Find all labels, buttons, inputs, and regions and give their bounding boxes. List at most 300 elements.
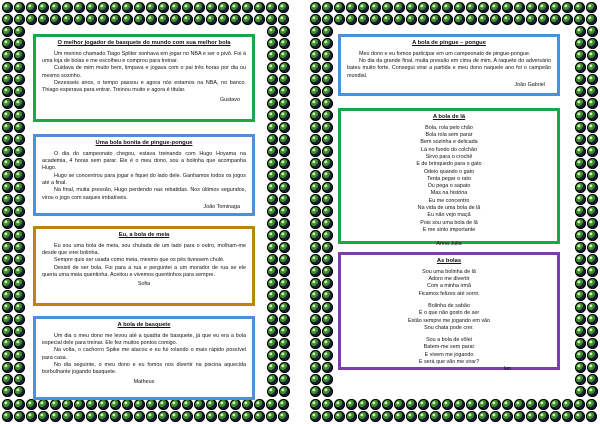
globe-icon xyxy=(454,14,465,25)
story-author: João Gabriel xyxy=(514,82,545,88)
globe-icon xyxy=(478,399,489,410)
globe-icon xyxy=(62,399,73,410)
globe-icon xyxy=(526,14,537,25)
globe-icon xyxy=(170,2,181,13)
globe-icon xyxy=(14,326,25,337)
globe-icon xyxy=(442,14,453,25)
globe-icon xyxy=(194,411,205,422)
globe-icon xyxy=(2,302,13,313)
globe-icon xyxy=(74,14,85,25)
globe-icon xyxy=(14,362,25,373)
globe-icon xyxy=(14,134,25,145)
globe-icon xyxy=(14,146,25,157)
globe-icon xyxy=(334,399,345,410)
globe-icon xyxy=(2,386,13,397)
globe-icon xyxy=(490,399,501,410)
globe-icon xyxy=(2,218,13,229)
globe-icon xyxy=(322,386,333,397)
globe-icon xyxy=(587,266,598,277)
globe-icon xyxy=(358,2,369,13)
globe-icon xyxy=(574,411,585,422)
globe-icon xyxy=(550,411,561,422)
globe-icon xyxy=(310,86,321,97)
globe-icon xyxy=(2,266,13,277)
globe-icon xyxy=(587,374,598,385)
globe-icon xyxy=(278,14,289,25)
globe-icon xyxy=(14,38,25,49)
poem-line: Bolinha de sabão xyxy=(428,303,470,309)
globe-icon xyxy=(267,74,278,85)
globe-icon xyxy=(587,350,598,361)
globe-icon xyxy=(98,411,109,422)
globe-icon xyxy=(278,399,289,410)
globe-icon xyxy=(2,86,13,97)
globe-icon xyxy=(267,146,278,157)
globe-icon xyxy=(454,2,465,13)
globe-icon xyxy=(562,399,573,410)
globe-icon xyxy=(266,2,277,13)
globe-icon xyxy=(454,411,465,422)
left-page xyxy=(0,0,292,424)
globe-icon xyxy=(279,110,290,121)
globe-icon xyxy=(310,38,321,49)
globe-icon xyxy=(575,182,586,193)
globe-icon xyxy=(158,2,169,13)
globe-icon xyxy=(586,411,597,422)
globe-icon xyxy=(322,110,333,121)
story-paragraph: Um menino chamado Tiago Spliter sonhava em jogar no NBA e ser o pivô. Foi à uma loja de bolas e me escolheu e comprou para treinar. xyxy=(42,50,246,65)
globe-icon xyxy=(490,2,501,13)
globe-icon xyxy=(14,338,25,349)
globe-icon xyxy=(267,230,278,241)
globe-icon xyxy=(242,14,253,25)
story-paragraph: Meu dono e eu fomos participar em um campeonato de pingue-pongue. xyxy=(359,50,531,57)
story-author: João Tominaga xyxy=(203,203,240,210)
globe-icon xyxy=(310,278,321,289)
globe-icon xyxy=(206,399,217,410)
globe-icon xyxy=(442,2,453,13)
globe-icon xyxy=(14,399,25,410)
globe-icon xyxy=(586,14,597,25)
globe-icon xyxy=(14,122,25,133)
globe-icon xyxy=(587,314,598,325)
globe-icon xyxy=(575,314,586,325)
globe-icon xyxy=(382,399,393,410)
globe-icon xyxy=(182,2,193,13)
right-page xyxy=(308,0,600,424)
globe-icon xyxy=(242,2,253,13)
globe-icon xyxy=(2,399,13,410)
poem-box-bola-de-la xyxy=(338,108,560,248)
globe-icon xyxy=(110,14,121,25)
globe-icon xyxy=(587,26,598,37)
globe-icon xyxy=(50,399,61,410)
globe-icon xyxy=(575,38,586,49)
globe-icon xyxy=(587,182,598,193)
globe-icon xyxy=(279,206,290,217)
globe-icon xyxy=(2,50,13,61)
globe-icon xyxy=(310,98,321,109)
globe-icon xyxy=(2,110,13,121)
globe-icon xyxy=(38,14,49,25)
globe-icon xyxy=(267,98,278,109)
globe-icon xyxy=(218,411,229,422)
globe-icon xyxy=(267,38,278,49)
globe-icon xyxy=(267,134,278,145)
globe-icon xyxy=(254,14,265,25)
globe-icon xyxy=(14,2,25,13)
globe-icon xyxy=(14,158,25,169)
globe-icon xyxy=(267,302,278,313)
globe-icon xyxy=(38,411,49,422)
globe-icon xyxy=(322,62,333,73)
globe-icon xyxy=(310,74,321,85)
globe-icon xyxy=(322,399,333,410)
globe-icon xyxy=(310,134,321,145)
globe-icon xyxy=(562,411,573,422)
story-paragraph: Hugo se concentrou para jogar e fiquei do lado dele. Ganhamos todos os jogos até a final. xyxy=(42,172,246,186)
globe-icon xyxy=(2,194,13,205)
globe-icon xyxy=(2,98,13,109)
globe-icon xyxy=(587,98,598,109)
globe-icon xyxy=(310,386,321,397)
globe-icon xyxy=(575,254,586,265)
globe-icon xyxy=(322,38,333,49)
globe-icon xyxy=(394,399,405,410)
globe-icon xyxy=(514,2,525,13)
globe-icon xyxy=(254,399,265,410)
globe-icon xyxy=(310,26,321,37)
globe-icon xyxy=(2,326,13,337)
globe-icon xyxy=(279,170,290,181)
globe-icon xyxy=(478,411,489,422)
globe-icon xyxy=(267,266,278,277)
story-paragraph: Na final, muita pressão, Hugo perdendo nas rebatidas. Nos últimos segundos, virou o jogo com saques imbatíveis. xyxy=(42,187,246,201)
globe-icon xyxy=(442,399,453,410)
globe-icon xyxy=(279,338,290,349)
globe-icon xyxy=(406,399,417,410)
story-paragraph: Dezesseis anos, o tempo passou e agora nós estamos na NBA, no banco. Thiago esperava para entrar. Treinou muito e agora é titular. xyxy=(42,80,246,94)
globe-icon xyxy=(110,411,121,422)
globe-icon xyxy=(14,182,25,193)
globe-icon xyxy=(310,242,321,253)
globe-icon xyxy=(406,14,417,25)
story-paragraph: O dia do campeonato chegou, estava treinando com Hugo Hoyama na academia, 4 horas sem parar. Ele é o meu dono, sou a bolinha que acompanha Hugo. xyxy=(42,150,246,172)
globe-icon xyxy=(310,399,321,410)
globe-icon xyxy=(279,50,290,61)
story-title: Eu, a bola de meia xyxy=(118,232,170,238)
globe-icon xyxy=(587,362,598,373)
globe-icon xyxy=(587,290,598,301)
globe-icon xyxy=(2,158,13,169)
globe-icon xyxy=(86,399,97,410)
globe-icon xyxy=(310,350,321,361)
globe-icon xyxy=(575,326,586,337)
globe-icon xyxy=(218,2,229,13)
globe-icon xyxy=(346,2,357,13)
globe-icon xyxy=(267,86,278,97)
globe-icon xyxy=(394,14,405,25)
globe-icon xyxy=(322,194,333,205)
globe-icon xyxy=(490,411,501,422)
poem-line: Sou chata pode crer. xyxy=(424,324,474,331)
globe-icon xyxy=(370,2,381,13)
globe-icon xyxy=(587,278,598,289)
poem-line: Tenta pegar o rato xyxy=(427,175,471,182)
poem-line: E vivem me jogando xyxy=(424,351,474,358)
globe-icon xyxy=(310,170,321,181)
globe-icon xyxy=(587,110,598,121)
globe-icon xyxy=(587,158,598,169)
globe-icon xyxy=(26,2,37,13)
globe-icon xyxy=(322,146,333,157)
globe-icon xyxy=(279,290,290,301)
globe-icon xyxy=(587,86,598,97)
poem-author: Ian xyxy=(503,366,511,373)
globe-icon xyxy=(2,230,13,241)
globe-icon xyxy=(334,2,345,13)
poem-line: Ficamos felizes até sorrir. xyxy=(418,290,480,297)
poem-lines xyxy=(347,125,551,234)
globe-icon xyxy=(14,254,25,265)
globe-icon xyxy=(587,206,598,217)
globe-icon xyxy=(322,411,333,422)
globe-icon xyxy=(526,2,537,13)
globe-icon xyxy=(322,254,333,265)
globe-icon xyxy=(146,411,157,422)
globe-icon xyxy=(279,362,290,373)
globe-icon xyxy=(279,230,290,241)
globe-icon xyxy=(430,411,441,422)
globe-icon xyxy=(2,290,13,301)
globe-icon xyxy=(14,302,25,313)
globe-icon xyxy=(279,374,290,385)
globe-icon xyxy=(430,2,441,13)
poem-line: Ou pega o sapato xyxy=(427,183,471,190)
globe-icon xyxy=(587,194,598,205)
globe-icon xyxy=(322,362,333,373)
globe-icon xyxy=(575,266,586,277)
globe-icon xyxy=(2,362,13,373)
globe-icon xyxy=(266,411,277,422)
globe-icon xyxy=(278,411,289,422)
globe-icon xyxy=(2,278,13,289)
globe-icon xyxy=(182,399,193,410)
globe-icon xyxy=(310,50,321,61)
globe-icon xyxy=(430,399,441,410)
globe-icon xyxy=(158,14,169,25)
globe-icon xyxy=(2,62,13,73)
globe-icon xyxy=(322,290,333,301)
globe-icon xyxy=(418,411,429,422)
globe-icon xyxy=(575,50,586,61)
globe-icon xyxy=(279,134,290,145)
globe-icon xyxy=(466,399,477,410)
globe-icon xyxy=(86,14,97,25)
globe-icon xyxy=(575,146,586,157)
globe-icon xyxy=(575,158,586,169)
globe-icon xyxy=(98,2,109,13)
globe-icon xyxy=(267,350,278,361)
globe-icon xyxy=(110,2,121,13)
globe-icon xyxy=(587,254,598,265)
globe-icon xyxy=(587,386,598,397)
globe-icon xyxy=(310,266,321,277)
globe-icon xyxy=(2,146,13,157)
globe-icon xyxy=(358,14,369,25)
globe-icon xyxy=(279,98,290,109)
globe-icon xyxy=(575,374,586,385)
globe-icon xyxy=(310,230,321,241)
globe-icon xyxy=(574,2,585,13)
globe-icon xyxy=(279,26,290,37)
poem-line: Odeio quando o gato xyxy=(423,168,475,175)
globe-icon xyxy=(322,206,333,217)
globe-icon xyxy=(322,326,333,337)
globe-icon xyxy=(279,386,290,397)
globe-icon xyxy=(394,2,405,13)
poem-stanzas xyxy=(347,269,551,367)
globe-icon xyxy=(322,26,333,37)
globe-icon xyxy=(279,302,290,313)
globe-icon xyxy=(14,206,25,217)
globe-icon xyxy=(14,110,25,121)
globe-icon xyxy=(587,134,598,145)
globe-icon xyxy=(454,399,465,410)
globe-icon xyxy=(310,194,321,205)
poem-line: Estão sempre me jogando em vão xyxy=(407,317,491,324)
globe-icon xyxy=(38,2,49,13)
globe-icon xyxy=(14,74,25,85)
globe-icon xyxy=(279,158,290,169)
poem-line: E será que vão me virar? xyxy=(418,359,480,366)
globe-icon xyxy=(14,350,25,361)
globe-icon xyxy=(14,266,25,277)
globe-icon xyxy=(322,74,333,85)
globe-icon xyxy=(279,146,290,157)
globe-icon xyxy=(418,14,429,25)
globe-icon xyxy=(322,50,333,61)
globe-icon xyxy=(146,14,157,25)
globe-icon xyxy=(322,86,333,97)
globe-icon xyxy=(575,230,586,241)
globe-icon xyxy=(310,362,321,373)
globe-icon xyxy=(322,278,333,289)
globe-icon xyxy=(322,182,333,193)
globe-icon xyxy=(466,411,477,422)
globe-icon xyxy=(2,122,13,133)
poem-line: E me sinto importante xyxy=(422,226,476,233)
globe-icon xyxy=(230,399,241,410)
globe-icon xyxy=(134,2,145,13)
globe-icon xyxy=(267,218,278,229)
globe-icon xyxy=(279,266,290,277)
globe-icon xyxy=(14,86,25,97)
poem-line: Sirvo para o crochê xyxy=(425,154,473,160)
globe-icon xyxy=(279,242,290,253)
globe-icon xyxy=(322,122,333,133)
globe-icon xyxy=(418,399,429,410)
globe-icon xyxy=(122,399,133,410)
story-paragraph: Eu sou uma bola de meia, sou chutada de um lado para o outro, molham-me desde que virei bolinha. xyxy=(42,242,246,257)
poem-line: Sou uma bolinha de lã xyxy=(422,268,476,275)
globe-icon xyxy=(14,194,25,205)
globe-icon xyxy=(322,302,333,313)
globe-icon xyxy=(218,399,229,410)
globe-icon xyxy=(575,26,586,37)
globe-icon xyxy=(310,110,321,121)
globe-icon xyxy=(98,14,109,25)
globe-icon xyxy=(310,182,321,193)
globe-icon xyxy=(538,399,549,410)
globe-icon xyxy=(575,134,586,145)
globe-icon xyxy=(194,14,205,25)
globe-icon xyxy=(14,98,25,109)
globe-icon xyxy=(230,14,241,25)
globe-icon xyxy=(182,14,193,25)
globe-icon xyxy=(322,242,333,253)
globe-icon xyxy=(62,411,73,422)
globe-icon xyxy=(50,411,61,422)
globe-icon xyxy=(267,278,278,289)
globe-icon xyxy=(14,26,25,37)
globe-icon xyxy=(575,278,586,289)
globe-icon xyxy=(279,86,290,97)
globe-icon xyxy=(267,386,278,397)
globe-icon xyxy=(502,2,513,13)
globe-icon xyxy=(575,362,586,373)
globe-icon xyxy=(586,399,597,410)
globe-icon xyxy=(334,411,345,422)
story-title: A bola de pingue – pongue xyxy=(412,40,486,46)
globe-icon xyxy=(2,38,13,49)
globe-icon xyxy=(279,326,290,337)
globe-icon xyxy=(587,170,598,181)
globe-icon xyxy=(14,170,25,181)
globe-icon xyxy=(267,254,278,265)
globe-icon xyxy=(550,14,561,25)
globe-icon xyxy=(14,218,25,229)
globe-icon xyxy=(218,14,229,25)
globe-icon xyxy=(2,411,13,422)
globe-icon xyxy=(170,411,181,422)
story-box-bola-de-basquete xyxy=(33,316,255,400)
globe-icon xyxy=(122,411,133,422)
globe-icon xyxy=(322,350,333,361)
globe-icon xyxy=(370,14,381,25)
globe-icon xyxy=(322,230,333,241)
globe-icon xyxy=(122,14,133,25)
globe-icon xyxy=(587,338,598,349)
poem-line: Na vida de uma bola de lã xyxy=(417,205,481,212)
story-paragraph: Na volta, o cachorro Spike me atacou e eu fui rolando o mais rápido possível para casa. xyxy=(42,347,246,361)
globe-icon xyxy=(279,62,290,73)
globe-icon xyxy=(2,314,13,325)
globe-icon xyxy=(26,14,37,25)
globe-icon xyxy=(587,50,598,61)
globe-icon xyxy=(14,386,25,397)
globe-icon xyxy=(62,2,73,13)
globe-icon xyxy=(267,290,278,301)
globe-icon xyxy=(158,399,169,410)
globe-icon xyxy=(406,411,417,422)
globe-icon xyxy=(575,110,586,121)
globe-icon xyxy=(574,14,585,25)
globe-icon xyxy=(310,218,321,229)
globe-icon xyxy=(310,62,321,73)
globe-icon xyxy=(587,62,598,73)
globe-icon xyxy=(266,14,277,25)
